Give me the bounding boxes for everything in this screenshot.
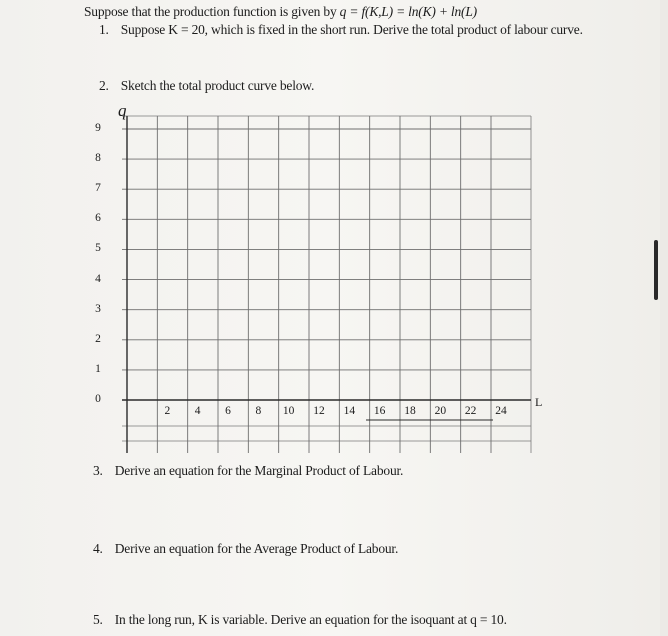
x-tick-label: 10	[282, 405, 295, 417]
y-tick-label: 0	[95, 393, 101, 405]
question-number: 5.	[93, 612, 103, 627]
y-axis-label: q	[118, 101, 127, 120]
question-number: 2.	[99, 78, 109, 93]
question-text: Suppose K = 20, which is fixed in the short run. Derive the total product of labour curve.	[120, 22, 583, 37]
question-text: Sketch the total product curve below.	[120, 78, 315, 93]
question-number: 3.	[93, 463, 103, 478]
question-text: Derive an equation for the Marginal Product of Labour.	[114, 463, 404, 478]
y-tick-label: 1	[95, 362, 101, 375]
x-tick-label: 12	[313, 405, 325, 417]
y-tick-label: 6	[95, 212, 101, 225]
production-function-formula: q = f(K,L) = ln(K) + ln(L)	[339, 4, 477, 19]
question-3	[93, 463, 403, 479]
y-tick-label: 2	[95, 332, 101, 345]
x-tick-label: 20	[434, 405, 447, 417]
y-tick-label: 4	[95, 272, 101, 285]
intro-prefix: Suppose that the production function is given by	[84, 4, 340, 19]
question-text: Derive an equation for the Average Product of Labour.	[114, 541, 399, 556]
y-tick-label: 3	[95, 302, 101, 315]
question-number: 4.	[93, 541, 103, 556]
y-tick-label: 8	[95, 152, 101, 165]
question-text: In the long run, K is variable. Derive an equation for the isoquant at q = 10.	[114, 612, 507, 627]
x-tick-label: 14	[343, 405, 356, 417]
x-tick-label: 2	[164, 405, 171, 417]
x-axis-label: L	[535, 395, 543, 409]
x-tick-label: 22	[464, 405, 477, 417]
question-4	[93, 541, 398, 557]
x-tick-label: 6	[225, 405, 231, 417]
x-tick-label: 4	[194, 405, 201, 417]
x-tick-label: 16	[373, 405, 386, 417]
y-tick-label: 5	[95, 242, 101, 255]
y-tick-label: 9	[95, 122, 101, 134]
question-number: 1.	[99, 22, 109, 37]
x-tick-label: 24	[495, 405, 507, 417]
y-tick-label: 7	[95, 182, 101, 195]
question-5	[93, 612, 507, 628]
x-tick-label: 18	[404, 405, 416, 417]
x-tick-label: 8	[255, 405, 262, 417]
